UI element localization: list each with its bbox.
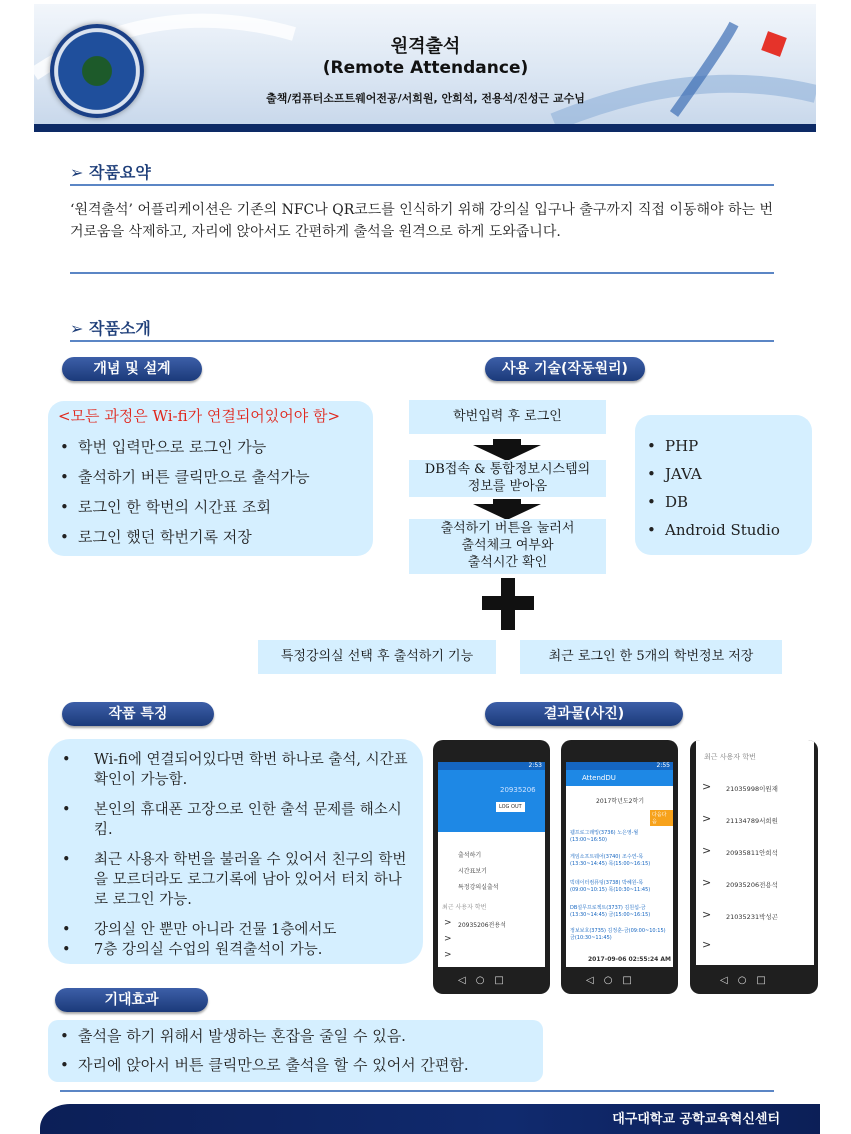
- tech-label: 사용 기술(작동원리): [485, 357, 645, 381]
- chevron-right-icon: >: [702, 938, 712, 951]
- lecture-item[interactable]: 웹프로그래밍(3736) 노은영-월(13:00~16:50): [570, 830, 639, 843]
- lecture-item[interactable]: 게임소프트웨어(3740) 조수연-목(13:30~14:45) 목(15:00~16:15): [570, 854, 651, 867]
- arrow-down-icon: [473, 445, 541, 461]
- footer-text: 대구대학교 공학교육혁신센터: [612, 1112, 780, 1127]
- plus-icon: [501, 578, 515, 630]
- triangle-bullet-icon: ➢: [70, 163, 89, 182]
- title-english: (Remote Attendance): [322, 58, 529, 78]
- list-item: • 본인의 휴대폰 고장으로 인한 출석 문제를 해소시킴.: [60, 800, 415, 840]
- drawer-header: [438, 770, 545, 832]
- lecture-item[interactable]: 빅데이터컴퓨팅(3738) 박혜원-목(09:00~10:15) 목(10:30~11:45): [570, 880, 651, 893]
- phone-screenshot-timetable: [561, 740, 678, 994]
- list-item: • 로그인 했던 학번기록 저장: [58, 522, 373, 552]
- triangle-bullet-icon: ➢: [70, 319, 89, 338]
- features-label: 작품 특징: [62, 702, 214, 726]
- next-button[interactable]: 다음다음: [650, 810, 673, 826]
- results-label: 결과물(사진): [485, 702, 683, 726]
- wifi-note: <모든 과정은 Wi-fi가 연결되어있어야 함>: [58, 407, 341, 425]
- list-item: • DB: [645, 488, 805, 516]
- nav-buttons-icon: ◁○□: [458, 975, 514, 986]
- list-item: • 출석하기 버튼 클릭만으로 출석가능: [58, 462, 373, 492]
- concept-label: 개념 및 설계: [62, 357, 202, 381]
- bottom-rule: [60, 1090, 774, 1092]
- recent-label: 최근 사용자 학번: [442, 904, 487, 911]
- stack-list: [645, 432, 805, 544]
- semester-select[interactable]: 2017학년도2학기: [596, 798, 645, 805]
- phone-screen: [696, 740, 814, 965]
- step-login: 학번입력 후 로그인: [409, 400, 606, 434]
- list-item: • 자리에 앉아서 버튼 클릭만으로 출석을 할 수 있어서 간편함.: [58, 1051, 538, 1080]
- list-item: • 학번 입력만으로 로그인 가능: [58, 432, 373, 462]
- list-item: • 7층 강의실 수업의 원격출석이 가능.: [60, 940, 415, 960]
- features-list: [60, 750, 415, 970]
- chevron-right-icon: >: [702, 780, 712, 793]
- recent-title: 최근 사용자 학번: [704, 753, 756, 761]
- arrow-down-icon: [473, 504, 541, 520]
- extra-recent-ids: 최근 로그인 한 5개의 학번정보 저장: [520, 640, 782, 674]
- chevron-right-icon: >: [444, 918, 452, 928]
- list-item: • 강의실 안 뿐만 아니라 건물 1층에서도: [60, 920, 415, 940]
- lecture-item[interactable]: 정보보호(3735) 김정훈-금(09:00~10:15) 금(10:30~11:45): [570, 928, 666, 941]
- chevron-right-icon: >: [702, 876, 712, 889]
- chevron-right-icon: >: [444, 934, 452, 944]
- menu-room-attend[interactable]: 특정강의실출석: [458, 884, 499, 891]
- phone-screen: [438, 762, 545, 967]
- concept-list: [58, 432, 373, 552]
- step-attend: 출석하기 버튼을 눌러서 출석체크 여부와 출석시간 확인: [409, 519, 606, 574]
- effects-label: 기대효과: [55, 988, 208, 1012]
- summary-rule-bottom: [70, 272, 774, 274]
- drawer-user-id: 20935206: [500, 786, 536, 794]
- list-item: • Wi-fi에 연결되어있다면 학번 하나로 출석, 시간표확인이 가능함.: [60, 750, 415, 790]
- recent-item[interactable]: 20935811안희석: [726, 849, 778, 857]
- phone-screenshot-menu: [433, 740, 550, 994]
- title-korean: 원격출석: [390, 36, 461, 57]
- list-item: • 출석을 하기 위해서 발생하는 혼잡을 줄일 수 있음.: [58, 1022, 538, 1051]
- intro-heading: ➢ 작품소개: [70, 319, 151, 338]
- attend-timestamp: 2017-09-06 02:55:24 AM: [588, 956, 672, 963]
- chevron-right-icon: >: [702, 908, 712, 921]
- extra-room-select: 특정강의실 선택 후 출석하기 기능: [258, 640, 496, 674]
- chevron-right-icon: >: [444, 950, 452, 960]
- step-db: DB접속 & 통합정보시스템의 정보를 받아옴: [409, 460, 606, 497]
- recent-item[interactable]: 21134789서희원: [726, 817, 778, 825]
- status-bar: 2:55: [566, 762, 673, 770]
- chevron-right-icon: >: [702, 812, 712, 825]
- status-bar: 2:53: [438, 762, 545, 770]
- app-bar: AttendDU: [566, 770, 673, 786]
- list-item: • PHP: [645, 432, 805, 460]
- intro-rule: [70, 340, 774, 342]
- list-item: • 로그인 한 학번의 시간표 조회: [58, 492, 373, 522]
- authors-line: 출책/컴퓨터소프트웨어전공/서희원, 안희석, 전용석/진성근 교수님: [266, 92, 585, 105]
- menu-attend[interactable]: 출석하기: [458, 852, 482, 859]
- nav-buttons-icon: ◁○□: [586, 975, 642, 986]
- phone-screen: [566, 762, 673, 967]
- recent-item[interactable]: 20935206전용석: [726, 881, 778, 889]
- effects-list: [58, 1022, 538, 1080]
- recent-id[interactable]: 20935206전용석: [458, 922, 506, 929]
- summary-rule-top: [70, 184, 774, 186]
- list-item: • JAVA: [645, 460, 805, 488]
- lecture-item[interactable]: DB설무프로젝트(3737) 김원섭-금(13:30~14:45) 금(15:00~16:15): [570, 905, 651, 918]
- list-item: • 최근 사용자 학번을 불러올 수 있어서 친구의 학번을 모르더라도 로그기록에 남아 있어서 터치 하나로 로그인 가능.: [60, 850, 415, 910]
- phone-screenshot-recent: [690, 740, 818, 994]
- summary-heading: ➢ 작품요약: [70, 163, 151, 182]
- logout-button[interactable]: LOG OUT: [496, 802, 525, 812]
- summary-text: ‘원격출석’ 어플리케이션은 기존의 NFC나 QR코드를 인식하기 위해 강의실 입구나 출구까지 직접 이동해야 하는 번거로움을 삭제하고, 자리에 앉아서도 간편하게 출석을 원격으로 하게 도와줍니다.: [70, 202, 773, 240]
- banner-bottom-bar: [34, 124, 816, 132]
- list-item: • Android Studio: [645, 516, 805, 544]
- recent-item[interactable]: 21035998이원재: [726, 785, 778, 793]
- menu-timetable[interactable]: 시간표보기: [458, 868, 487, 875]
- footer-bar: [40, 1104, 820, 1134]
- recent-item[interactable]: 21035231박성곤: [726, 913, 778, 921]
- nav-buttons-icon: ◁○□: [720, 975, 776, 986]
- chevron-right-icon: >: [702, 844, 712, 857]
